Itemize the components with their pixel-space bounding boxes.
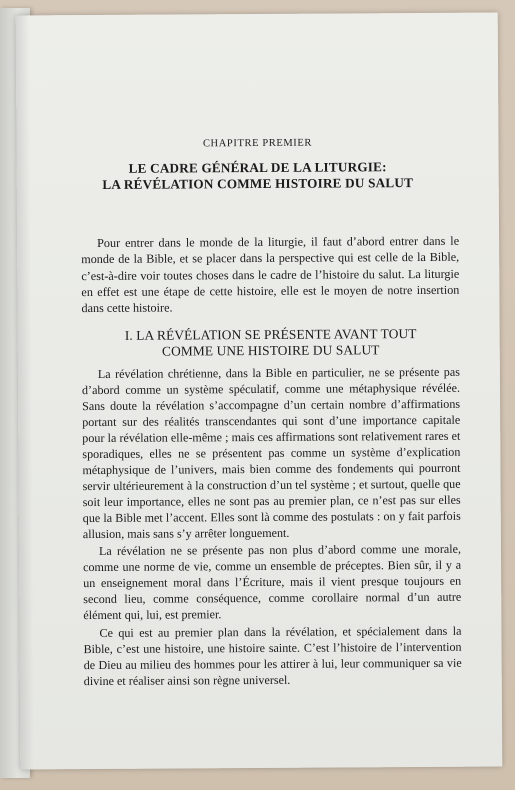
chapter-title-line-2: LA RÉVÉLATION COMME HISTOIRE DU SALUT: [102, 175, 414, 192]
chapter-title: [47, 159, 469, 194]
section-heading: [82, 326, 460, 360]
section-body: [82, 365, 462, 692]
body-paragraph: Ce qui est au premier plan dans la révélation, et spécialement dans la Bible, c’est une histoire, une histoire sainte. C’est l’histoire de l’intervention de Dieu au milieu des hommes pour les attirer à lui, leur communiquer sa vie divine et réaliser ainsi son règne universel.: [83, 624, 462, 689]
chapter-label: CHAPITRE PREMIER: [202, 137, 313, 150]
body-paragraph: La révélation ne se présente pas non plus d’abord comme une morale, comme une norme de vie, comme un ensemble de préceptes. Bien sûr, il y a un enseignement moral dans l’Écriture, mais il vient presque toujours en second lieu, comme conséquence, comme corollaire normal d’un autre élément qui, lui, est premier.: [83, 542, 462, 623]
body-paragraph: La révélation chrétienne, dans la Bible en particulier, ne se présente pas d’abord comme un système spéculatif, comme une métaphysique révélée. Sans doute la révélation s’accompagne d’un certain nombre d’affirmations portant sur des réalités transcendantes qui sont d’une importance capitale pour la révélation elle-même ; mais ces affirmations sont relativement rares et sporadiques, elles ne se présentent pas comme un système d’explication métaphysique de l’univers, mais bien comme des fondements qui pourront servir ultérieurement à la construction d’un tel système ; et surtout, quelle que soit leur importance, elles ne sont pas au premier plan, ce n’est pas sur elles que la Bible met l’accent. Elles sont là comme des postulats : on y fait parfois allusion, mais sans s’y arrêter longuement.: [81, 364, 461, 541]
intro-paragraph: Pour entrer dans le monde de la liturgie, il faut d’abord entrer dans le monde de la Bible, et se placer dans la perspective qui est celle de la Bible, c’est-à-dire voir toutes choses dans le cadre de l’histoire du salut. La liturgie en effet est une étape de cette histoire, elle est le moyen de notre insertion dans cette histoire.: [81, 233, 460, 316]
chapter-title-line-1: LE CADRE GÉNÉRAL DE LA LITURGIE:: [128, 159, 387, 176]
book-page: [16, 13, 503, 770]
section-heading-line-1: I. LA RÉVÉLATION SE PRÉSENTE AVANT TOUT: [124, 326, 417, 343]
section-heading-line-2: COMME UNE HISTOIRE DU SALUT: [161, 342, 380, 359]
